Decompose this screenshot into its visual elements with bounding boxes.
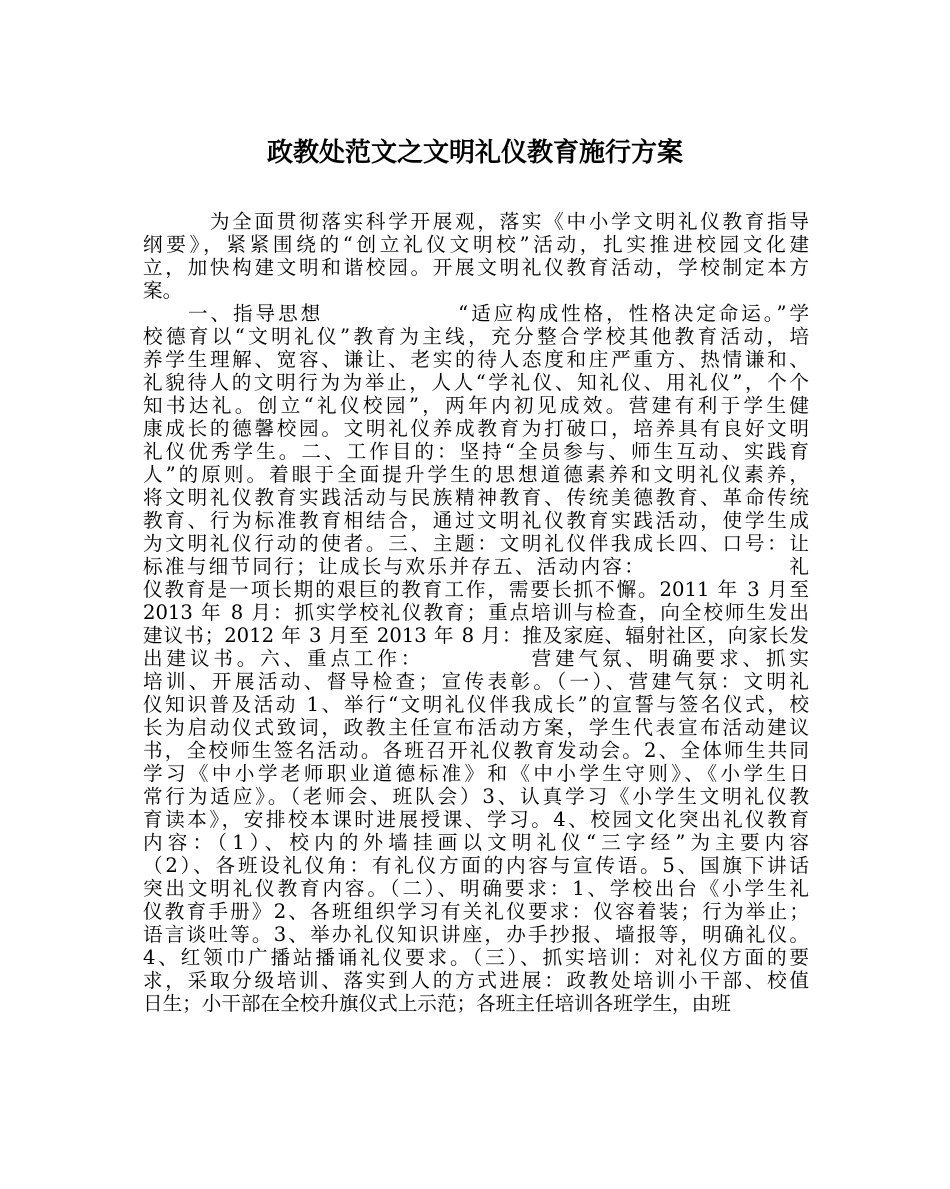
- body-line: 一、指导思想 “适应构成性格，性格决定命运。”学: [143, 302, 809, 325]
- body-line: 书，全校师生签名活动。各班召开礼仪教育发动会。2、全体师生共同: [143, 739, 809, 762]
- body-line: 教育、行为标准教育相结合，通过文明礼仪教育实践活动，使学生成: [143, 509, 809, 532]
- body-line: 养学生理解、宽容、谦让、老实的待人态度和庄严重方、热情谦和、: [143, 348, 809, 371]
- body-line: 立，加快构建文明和谐校园。开展文明礼仪教育活动，学校制定本方: [143, 256, 809, 279]
- body-line: 内容：（1）、校内的外墙挂画以文明礼仪“三字经”为主要内容: [143, 831, 809, 854]
- body-line: 仪教育是一项长期的艰巨的教育工作，需要长抓不懈。2011 年 3 月至: [143, 578, 809, 601]
- body-line: 校德育以“文明礼仪”教育为主线，充分整合学校其他教育活动，培: [143, 325, 809, 348]
- document-title: 政教处范文之文明礼仪教育施行方案: [266, 138, 683, 168]
- body-line: 常行为适应》。（老师会、班队会）3、认真学习《小学生文明礼仪教: [143, 785, 809, 808]
- body-line: 仪教育手册》2、各班组织学习有关礼仪要求：仪容着装；行为举止；: [143, 900, 809, 923]
- body-line: 纲要》，紧紧围绕的“创立礼仪文明校”活动，扎实推进校园文化建: [143, 233, 809, 256]
- body-line: 语言谈吐等。3、举办礼仪知识讲座，办手抄报、墙报等，明确礼仪。: [143, 923, 809, 946]
- body-line: 培训、开展活动、督导检查；宣传表彰。（一）、营建气氛：文明礼: [143, 670, 809, 693]
- body-line: 4、红领巾广播站播诵礼仪要求。（三）、抓实培训：对礼仪方面的要: [143, 946, 809, 969]
- body-line: 康成长的德馨校园。文明礼仪养成教育为打破口，培养具有良好文明: [143, 417, 809, 440]
- body-line: 出建议书。六、重点工作： 营建气氛、明确要求、抓实: [143, 647, 809, 670]
- body-line: 长为启动仪式致词，政教主任宣布活动方案，学生代表宣布活动建议: [143, 716, 809, 739]
- body-line: 求，采取分级培训、落实到人的方式进展：政教处培训小干部、校值: [143, 969, 809, 992]
- document-body: [143, 210, 809, 1015]
- body-line: 为全面贯彻落实科学开展观，落实《中小学文明礼仪教育指导: [143, 210, 809, 233]
- body-line: 礼貌待人的文明行为为举止，人人“学礼仪、知礼仪、用礼仪”，个个: [143, 371, 809, 394]
- body-line: 建议书；2012 年 3 月至 2013 年 8 月：推及家庭、辐射社区，向家长发: [143, 624, 809, 647]
- body-line: 标准与细节同行；让成长与欢乐并存五、活动内容： 礼: [143, 555, 809, 578]
- body-line: 案。: [143, 279, 183, 302]
- body-line: 将文明礼仪教育实践活动与民族精神教育、传统美德教育、革命传统: [143, 486, 809, 509]
- body-line: 礼仪优秀学生。二、工作目的：坚持“全员参与、师生互动、实践育: [143, 440, 809, 463]
- body-line: 知书达礼。创立“礼仪校园”，两年内初见成效。营建有利于学生健: [143, 394, 809, 417]
- body-line: 仪知识普及活动 1、举行“文明礼仪伴我成长”的宣誓与签名仪式，校: [143, 693, 809, 716]
- body-line: 日生；小干部在全校升旗仪式上示范；各班主任培训各班学生，由班: [143, 992, 731, 1015]
- body-line: 育读本》，安排校本课时进展授课、学习。4、校园文化突出礼仪教育: [143, 808, 809, 831]
- body-line: 2013 年 8 月：抓实学校礼仪教育；重点培训与检查，向全校师生发出: [143, 601, 809, 624]
- body-line: （2）、各班设礼仪角：有礼仪方面的内容与宣传语。5、国旗下讲话: [143, 854, 809, 877]
- body-line: 人”的原则。着眼于全面提升学生的思想道德素养和文明礼仪素养，: [143, 463, 809, 486]
- body-line: 突出文明礼仪教育内容。（二）、明确要求：1、学校出台《小学生礼: [143, 877, 809, 900]
- body-line: 学习《中小学老师职业道德标准》和《中小学生守则》、《小学生日: [143, 762, 809, 785]
- body-line: 为文明礼仪行动的使者。三、主题：文明礼仪伴我成长四、口号：让: [143, 532, 809, 555]
